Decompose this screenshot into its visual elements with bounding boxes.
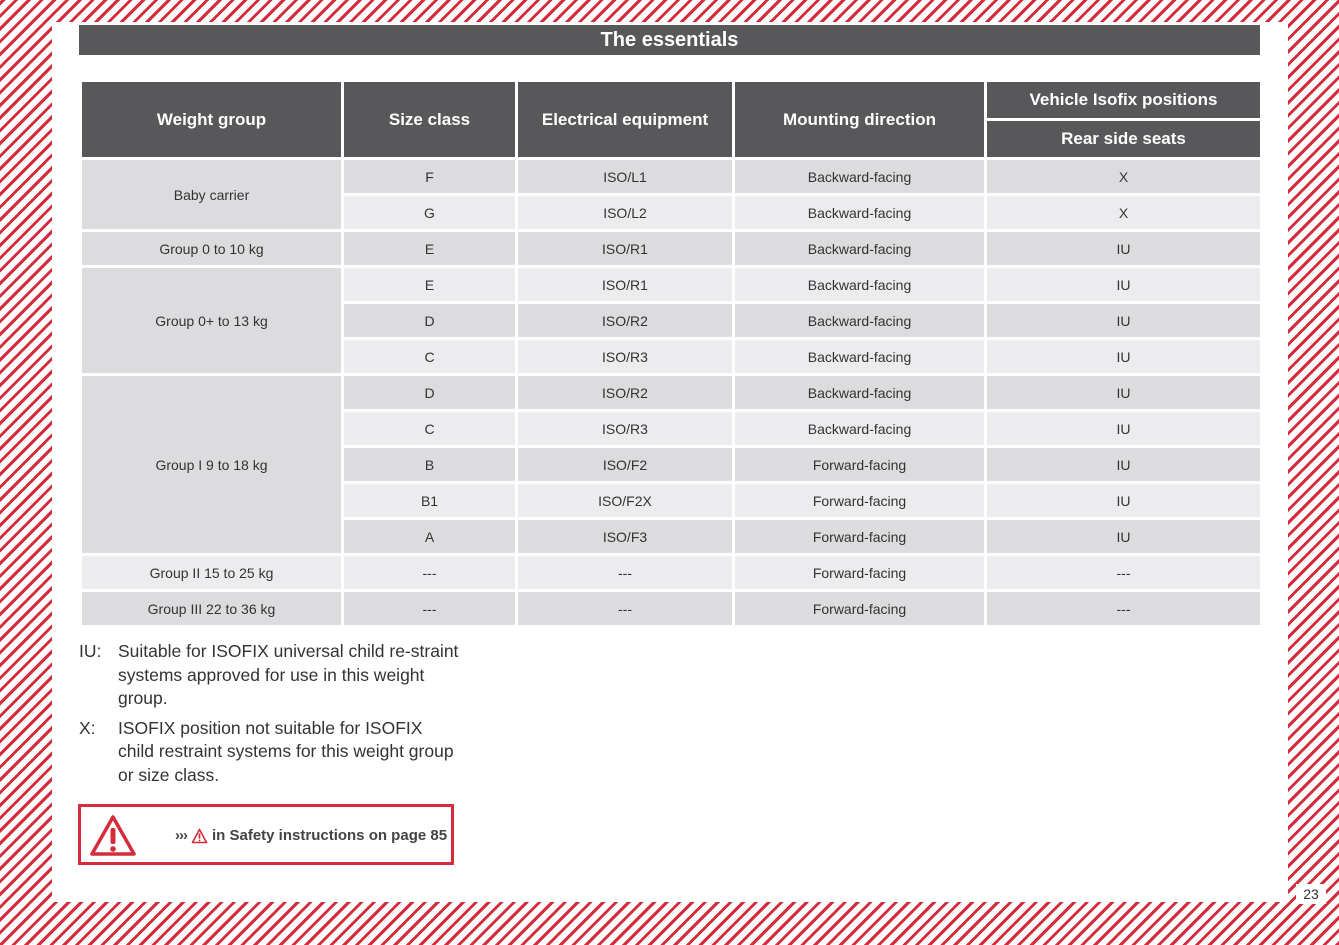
table-row	[81, 555, 1262, 591]
rear-side-seats-cell: IU	[986, 303, 1262, 339]
legend-key: IU:	[79, 641, 102, 661]
mounting-direction-cell: Backward-facing	[734, 303, 986, 339]
weight-group-cell: Group 0+ to 13 kg	[81, 267, 343, 375]
rear-side-seats-cell: X	[986, 159, 1262, 195]
electrical-equipment-cell: ISO/F3	[517, 519, 734, 555]
header-electrical-equipment: Electrical equipment	[517, 81, 734, 159]
mounting-direction-cell: Forward-facing	[734, 591, 986, 627]
size-class-cell: B	[343, 447, 517, 483]
weight-group-cell: Group I 9 to 18 kg	[81, 375, 343, 555]
mounting-direction-cell: Backward-facing	[734, 159, 986, 195]
electrical-equipment-cell: ISO/R2	[517, 303, 734, 339]
header-mounting-direction: Mounting direction	[734, 81, 986, 159]
table-row	[81, 375, 1262, 411]
header-size-class: Size class	[343, 81, 517, 159]
size-class-cell: F	[343, 159, 517, 195]
weight-group-cell: Group II 15 to 25 kg	[81, 555, 343, 591]
safety-reference-link[interactable]	[175, 827, 447, 844]
rear-side-seats-cell: IU	[986, 339, 1262, 375]
size-class-cell: B1	[343, 483, 517, 519]
electrical-equipment-cell: ---	[517, 555, 734, 591]
rear-side-seats-cell: IU	[986, 519, 1262, 555]
page-number: 23	[1296, 884, 1326, 904]
mounting-direction-cell: Backward-facing	[734, 339, 986, 375]
rear-side-seats-cell: IU	[986, 483, 1262, 519]
mounting-direction-cell: Backward-facing	[734, 195, 986, 231]
size-class-cell: ---	[343, 555, 517, 591]
header-weight-group: Weight group	[81, 81, 343, 159]
electrical-equipment-cell: ISO/R1	[517, 267, 734, 303]
mounting-direction-cell: Forward-facing	[734, 519, 986, 555]
mounting-direction-cell: Backward-facing	[734, 375, 986, 411]
table-row	[81, 267, 1262, 303]
size-class-cell: G	[343, 195, 517, 231]
rear-side-seats-cell: IU	[986, 267, 1262, 303]
electrical-equipment-cell: ISO/R3	[517, 411, 734, 447]
mounting-direction-cell: Forward-facing	[734, 447, 986, 483]
electrical-equipment-cell: ISO/R1	[517, 231, 734, 267]
rear-side-seats-cell: IU	[986, 447, 1262, 483]
size-class-cell: D	[343, 375, 517, 411]
weight-group-cell: Baby carrier	[81, 159, 343, 231]
isofix-table	[79, 79, 1263, 628]
rear-side-seats-cell: ---	[986, 591, 1262, 627]
legend-key: X:	[79, 717, 96, 738]
size-class-cell: E	[343, 267, 517, 303]
arrows-icon: ›››	[175, 827, 187, 844]
rear-side-seats-cell: IU	[986, 411, 1262, 447]
legend	[79, 640, 459, 793]
size-class-cell: C	[343, 411, 517, 447]
section-banner	[79, 25, 1260, 55]
size-class-cell: D	[343, 303, 517, 339]
rear-side-seats-cell: IU	[986, 375, 1262, 411]
rear-side-seats-cell: ---	[986, 555, 1262, 591]
weight-group-cell: Group III 22 to 36 kg	[81, 591, 343, 627]
legend-item-x	[79, 717, 459, 788]
size-class-cell: C	[343, 339, 517, 375]
rear-side-seats-cell: IU	[986, 231, 1262, 267]
electrical-equipment-cell: ---	[517, 591, 734, 627]
section-title: The essentials	[600, 28, 739, 51]
warning-triangle-icon	[89, 814, 137, 858]
electrical-equipment-cell: ISO/L1	[517, 159, 734, 195]
size-class-cell: E	[343, 231, 517, 267]
mounting-direction-cell: Forward-facing	[734, 555, 986, 591]
rear-side-seats-cell: X	[986, 195, 1262, 231]
safety-warning-box	[78, 804, 454, 865]
electrical-equipment-cell: ISO/R2	[517, 375, 734, 411]
table-body	[81, 159, 1262, 627]
warning-triangle-small-icon	[191, 828, 208, 844]
size-class-cell: A	[343, 519, 517, 555]
mounting-direction-cell: Forward-facing	[734, 483, 986, 519]
electrical-equipment-cell: ISO/F2	[517, 447, 734, 483]
weight-group-cell: Group 0 to 10 kg	[81, 231, 343, 267]
safety-reference-text: in Safety instructions on page 85	[212, 827, 448, 844]
table-row	[81, 231, 1262, 267]
legend-text: Suitable for ISOFIX universal child re-straint systems approved for use in this weight group.	[118, 641, 459, 708]
electrical-equipment-cell: ISO/F2X	[517, 483, 734, 519]
header-rear-side-seats: Rear side seats	[986, 120, 1262, 159]
mounting-direction-cell: Backward-facing	[734, 231, 986, 267]
legend-item-iu	[79, 640, 459, 711]
size-class-cell: ---	[343, 591, 517, 627]
table-row	[81, 159, 1262, 195]
electrical-equipment-cell: ISO/R3	[517, 339, 734, 375]
table-row	[81, 591, 1262, 627]
mounting-direction-cell: Backward-facing	[734, 411, 986, 447]
mounting-direction-cell: Backward-facing	[734, 267, 986, 303]
electrical-equipment-cell: ISO/L2	[517, 195, 734, 231]
header-vehicle-isofix-positions: Vehicle Isofix positions	[986, 81, 1262, 120]
legend-text: ISOFIX position not suitable for ISOFIX child restraint systems for this weight group or size class.	[118, 717, 454, 785]
